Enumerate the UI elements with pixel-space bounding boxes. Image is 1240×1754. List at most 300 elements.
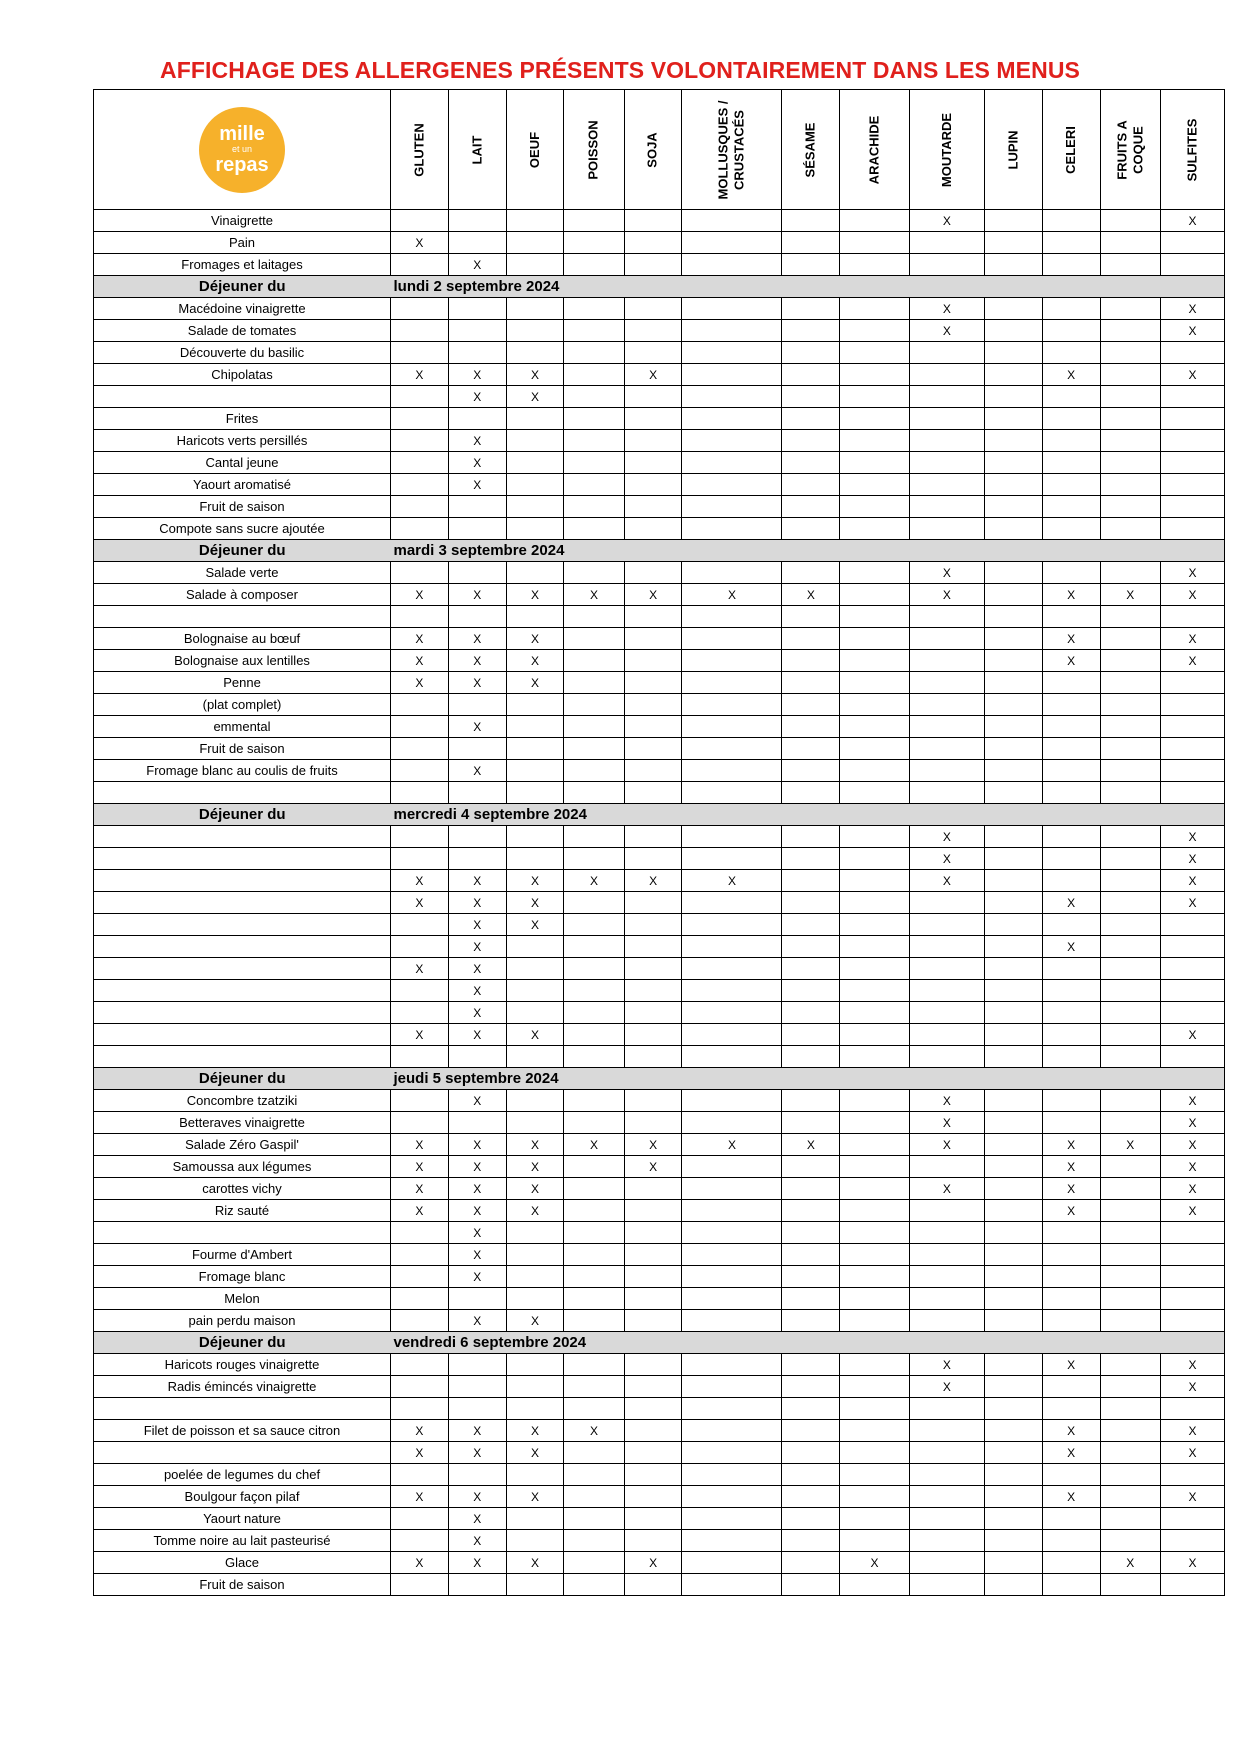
allergen-mark: X bbox=[448, 1266, 506, 1288]
allergen-mark bbox=[506, 606, 564, 628]
allergen-mark bbox=[782, 672, 840, 694]
allergen-mark: X bbox=[391, 1486, 449, 1508]
allergen-header-sésame bbox=[782, 90, 840, 210]
allergen-mark bbox=[782, 694, 840, 716]
allergen-mark bbox=[682, 606, 782, 628]
allergen-mark: X bbox=[506, 914, 564, 936]
allergen-mark bbox=[506, 848, 564, 870]
dish-name: Fruit de saison bbox=[94, 738, 391, 760]
allergen-mark bbox=[782, 1244, 840, 1266]
allergen-mark: X bbox=[1042, 1420, 1100, 1442]
allergen-mark bbox=[624, 1046, 682, 1068]
allergen-mark bbox=[448, 848, 506, 870]
dish-name: Bolognaise au bœuf bbox=[94, 628, 391, 650]
allergen-mark bbox=[984, 1156, 1042, 1178]
logo-text-3: repas bbox=[215, 154, 269, 176]
allergen-mark bbox=[506, 694, 564, 716]
allergen-mark bbox=[984, 1200, 1042, 1222]
allergen-mark bbox=[782, 474, 840, 496]
allergen-mark bbox=[624, 650, 682, 672]
allergen-mark bbox=[682, 364, 782, 386]
allergen-mark bbox=[682, 1200, 782, 1222]
allergen-mark: X bbox=[448, 650, 506, 672]
allergen-mark: X bbox=[448, 1552, 506, 1574]
allergen-mark bbox=[1161, 606, 1225, 628]
allergen-mark bbox=[782, 1002, 840, 1024]
allergen-mark: X bbox=[506, 650, 564, 672]
allergen-mark bbox=[448, 826, 506, 848]
allergen-mark: X bbox=[448, 364, 506, 386]
allergen-mark bbox=[1161, 694, 1225, 716]
allergen-mark bbox=[782, 1376, 840, 1398]
allergen-mark bbox=[1042, 1464, 1100, 1486]
allergen-mark: X bbox=[682, 584, 782, 606]
allergen-mark bbox=[1100, 386, 1160, 408]
dish-name bbox=[94, 1024, 391, 1046]
allergen-mark bbox=[564, 672, 624, 694]
allergen-mark bbox=[782, 386, 840, 408]
allergen-mark bbox=[782, 1178, 840, 1200]
dish-name: Fromages et laitages bbox=[94, 254, 391, 276]
allergen-mark bbox=[984, 760, 1042, 782]
allergen-mark bbox=[840, 320, 910, 342]
allergen-mark bbox=[1042, 738, 1100, 760]
allergen-mark bbox=[782, 1442, 840, 1464]
allergen-mark bbox=[984, 848, 1042, 870]
dish-row bbox=[94, 364, 1225, 386]
allergen-mark bbox=[682, 1266, 782, 1288]
dish-name: Penne bbox=[94, 672, 391, 694]
allergen-mark bbox=[391, 1310, 449, 1332]
allergen-mark bbox=[1042, 672, 1100, 694]
allergen-mark: X bbox=[391, 1442, 449, 1464]
dish-name bbox=[94, 1002, 391, 1024]
allergen-mark bbox=[782, 1464, 840, 1486]
allergen-mark bbox=[840, 1376, 910, 1398]
allergen-mark bbox=[984, 1530, 1042, 1552]
allergen-mark: X bbox=[1042, 650, 1100, 672]
allergen-mark bbox=[682, 782, 782, 804]
dish-row bbox=[94, 1310, 1225, 1332]
allergen-mark bbox=[984, 1244, 1042, 1266]
allergen-mark bbox=[624, 1002, 682, 1024]
allergen-mark bbox=[984, 1046, 1042, 1068]
allergen-mark bbox=[624, 562, 682, 584]
allergen-mark bbox=[1042, 1024, 1100, 1046]
allergen-mark bbox=[624, 914, 682, 936]
allergen-mark: X bbox=[448, 430, 506, 452]
allergen-mark bbox=[909, 1442, 984, 1464]
allergen-mark bbox=[840, 254, 910, 276]
allergen-mark bbox=[782, 518, 840, 540]
allergen-mark bbox=[1042, 1222, 1100, 1244]
allergen-mark bbox=[448, 562, 506, 584]
allergen-mark bbox=[1100, 1222, 1160, 1244]
allergen-mark bbox=[1042, 474, 1100, 496]
allergen-mark bbox=[1100, 496, 1160, 518]
allergen-mark bbox=[909, 1024, 984, 1046]
allergen-mark bbox=[1100, 650, 1160, 672]
allergen-mark bbox=[1100, 1486, 1160, 1508]
allergen-mark: X bbox=[564, 870, 624, 892]
allergen-mark bbox=[1161, 1310, 1225, 1332]
dish-row bbox=[94, 1090, 1225, 1112]
logo-text-2: et un bbox=[231, 144, 253, 154]
allergen-mark bbox=[682, 760, 782, 782]
allergen-mark: X bbox=[564, 1420, 624, 1442]
allergen-mark bbox=[624, 518, 682, 540]
allergen-mark: X bbox=[448, 716, 506, 738]
dish-row bbox=[94, 848, 1225, 870]
dish-row bbox=[94, 1398, 1225, 1420]
dish-row bbox=[94, 1442, 1225, 1464]
allergen-mark bbox=[782, 562, 840, 584]
allergen-mark bbox=[1042, 1090, 1100, 1112]
dish-name: Découverte du basilic bbox=[94, 342, 391, 364]
dish-row bbox=[94, 716, 1225, 738]
dish-row bbox=[94, 1178, 1225, 1200]
allergen-mark bbox=[909, 364, 984, 386]
allergen-mark: X bbox=[391, 892, 449, 914]
allergen-mark bbox=[782, 232, 840, 254]
allergen-mark bbox=[984, 936, 1042, 958]
dish-row bbox=[94, 782, 1225, 804]
allergen-mark: X bbox=[506, 584, 564, 606]
allergen-mark bbox=[840, 870, 910, 892]
dish-name: Salade à composer bbox=[94, 584, 391, 606]
dish-name: Yaourt aromatisé bbox=[94, 474, 391, 496]
allergen-mark bbox=[1042, 386, 1100, 408]
allergen-mark bbox=[506, 738, 564, 760]
allergen-mark: X bbox=[909, 562, 984, 584]
allergen-mark bbox=[1042, 716, 1100, 738]
allergen-mark bbox=[1100, 870, 1160, 892]
allergen-mark bbox=[391, 606, 449, 628]
allergen-mark bbox=[782, 342, 840, 364]
allergen-mark bbox=[391, 452, 449, 474]
allergen-mark: X bbox=[1042, 1486, 1100, 1508]
allergen-mark: X bbox=[909, 1376, 984, 1398]
allergen-mark bbox=[1042, 606, 1100, 628]
allergen-label: FRUITS A COQUE bbox=[1114, 119, 1146, 180]
allergen-mark bbox=[840, 1002, 910, 1024]
allergen-mark bbox=[1100, 1310, 1160, 1332]
allergen-mark bbox=[984, 1222, 1042, 1244]
allergen-mark bbox=[840, 782, 910, 804]
allergen-mark bbox=[682, 254, 782, 276]
day-band-fill bbox=[624, 1332, 1224, 1354]
allergen-mark bbox=[840, 1112, 910, 1134]
allergen-mark bbox=[1161, 1574, 1225, 1596]
allergen-mark: X bbox=[1161, 1112, 1225, 1134]
allergen-mark bbox=[391, 1354, 449, 1376]
allergen-mark bbox=[448, 1354, 506, 1376]
allergen-mark bbox=[1042, 562, 1100, 584]
allergen-mark bbox=[840, 1024, 910, 1046]
allergen-mark bbox=[984, 584, 1042, 606]
allergen-label: SULFITES bbox=[1184, 118, 1200, 181]
allergen-mark: X bbox=[448, 1244, 506, 1266]
allergen-mark bbox=[506, 1112, 564, 1134]
allergen-mark bbox=[840, 1222, 910, 1244]
allergen-mark bbox=[391, 782, 449, 804]
allergen-mark bbox=[506, 1464, 564, 1486]
allergen-mark bbox=[840, 1178, 910, 1200]
allergen-mark: X bbox=[448, 628, 506, 650]
allergen-header-mollusques bbox=[682, 90, 782, 210]
dish-name: poelée de legumes du chef bbox=[94, 1464, 391, 1486]
dish-row bbox=[94, 1574, 1225, 1596]
allergen-mark bbox=[391, 342, 449, 364]
allergen-mark bbox=[564, 364, 624, 386]
allergen-mark bbox=[391, 980, 449, 1002]
allergen-mark bbox=[782, 1310, 840, 1332]
allergen-mark: X bbox=[624, 1552, 682, 1574]
allergen-mark bbox=[506, 452, 564, 474]
allergen-mark bbox=[1100, 320, 1160, 342]
allergen-mark bbox=[840, 958, 910, 980]
allergen-mark bbox=[840, 584, 910, 606]
allergen-mark bbox=[682, 386, 782, 408]
allergen-mark: X bbox=[448, 672, 506, 694]
allergen-mark bbox=[840, 430, 910, 452]
day-date: mercredi 4 septembre 2024 bbox=[391, 804, 625, 826]
allergen-mark bbox=[624, 1200, 682, 1222]
allergen-mark bbox=[506, 958, 564, 980]
allergen-mark bbox=[984, 738, 1042, 760]
allergen-mark: X bbox=[1161, 210, 1225, 232]
day-header-row bbox=[94, 1068, 1225, 1090]
allergen-mark bbox=[782, 1530, 840, 1552]
allergen-mark bbox=[682, 738, 782, 760]
allergen-mark bbox=[624, 1112, 682, 1134]
allergen-mark bbox=[564, 650, 624, 672]
allergen-mark bbox=[1100, 1442, 1160, 1464]
allergen-mark bbox=[391, 760, 449, 782]
allergen-mark: X bbox=[448, 1530, 506, 1552]
allergen-mark bbox=[1100, 452, 1160, 474]
allergen-label: SOJA bbox=[645, 131, 661, 168]
dish-row bbox=[94, 606, 1225, 628]
allergen-mark bbox=[909, 892, 984, 914]
allergen-mark bbox=[564, 1200, 624, 1222]
allergen-mark bbox=[1161, 386, 1225, 408]
allergen-mark bbox=[506, 1266, 564, 1288]
day-band-fill bbox=[624, 1068, 1224, 1090]
allergen-mark bbox=[506, 342, 564, 364]
allergen-mark bbox=[448, 1464, 506, 1486]
dish-row bbox=[94, 628, 1225, 650]
allergen-mark bbox=[1161, 782, 1225, 804]
allergen-mark bbox=[984, 430, 1042, 452]
allergen-mark bbox=[909, 1310, 984, 1332]
allergen-mark bbox=[909, 408, 984, 430]
allergen-mark bbox=[448, 694, 506, 716]
day-header-row bbox=[94, 540, 1225, 562]
allergen-mark bbox=[1042, 1288, 1100, 1310]
dish-name bbox=[94, 606, 391, 628]
dish-name: Betteraves vinaigrette bbox=[94, 1112, 391, 1134]
allergen-mark: X bbox=[782, 1134, 840, 1156]
allergen-mark bbox=[1042, 870, 1100, 892]
allergen-mark bbox=[682, 1464, 782, 1486]
allergen-mark: X bbox=[506, 870, 564, 892]
allergen-mark bbox=[1100, 914, 1160, 936]
allergen-mark bbox=[391, 474, 449, 496]
allergen-mark: X bbox=[1161, 650, 1225, 672]
dish-row bbox=[94, 408, 1225, 430]
allergen-mark bbox=[1100, 1508, 1160, 1530]
allergen-mark bbox=[984, 1552, 1042, 1574]
allergen-mark: X bbox=[624, 584, 682, 606]
allergen-mark bbox=[682, 1376, 782, 1398]
day-header-row bbox=[94, 1332, 1225, 1354]
allergen-mark bbox=[391, 1288, 449, 1310]
allergen-mark: X bbox=[909, 584, 984, 606]
dish-name: carottes vichy bbox=[94, 1178, 391, 1200]
allergen-mark bbox=[840, 650, 910, 672]
allergen-mark: X bbox=[391, 1178, 449, 1200]
allergen-mark bbox=[682, 628, 782, 650]
allergen-mark bbox=[391, 1002, 449, 1024]
allergen-mark bbox=[1100, 826, 1160, 848]
allergen-mark: X bbox=[506, 1310, 564, 1332]
allergen-mark bbox=[1042, 1530, 1100, 1552]
allergen-mark bbox=[984, 716, 1042, 738]
allergen-mark bbox=[1161, 430, 1225, 452]
dish-row bbox=[94, 1222, 1225, 1244]
allergen-mark bbox=[1161, 1530, 1225, 1552]
dish-name bbox=[94, 782, 391, 804]
dish-name: Haricots rouges vinaigrette bbox=[94, 1354, 391, 1376]
day-label: Déjeuner du bbox=[94, 804, 391, 826]
allergen-mark bbox=[391, 1112, 449, 1134]
allergen-mark bbox=[1100, 562, 1160, 584]
allergen-mark bbox=[984, 1486, 1042, 1508]
dish-name: Yaourt nature bbox=[94, 1508, 391, 1530]
allergen-mark bbox=[1042, 914, 1100, 936]
allergen-mark bbox=[1042, 1112, 1100, 1134]
allergen-mark bbox=[840, 562, 910, 584]
allergen-mark: X bbox=[391, 1552, 449, 1574]
dish-row bbox=[94, 1046, 1225, 1068]
allergen-mark bbox=[1100, 980, 1160, 1002]
allergen-mark bbox=[1100, 254, 1160, 276]
allergen-mark: X bbox=[448, 1508, 506, 1530]
allergen-mark bbox=[682, 1508, 782, 1530]
allergen-mark bbox=[624, 1420, 682, 1442]
allergen-mark bbox=[1100, 364, 1160, 386]
allergen-mark bbox=[391, 1508, 449, 1530]
dish-name: pain perdu maison bbox=[94, 1310, 391, 1332]
allergen-label: SÉSAME bbox=[802, 122, 818, 177]
allergen-mark bbox=[840, 848, 910, 870]
allergen-mark: X bbox=[448, 958, 506, 980]
allergen-mark bbox=[682, 1552, 782, 1574]
allergen-mark bbox=[909, 1420, 984, 1442]
allergen-mark: X bbox=[506, 628, 564, 650]
allergen-mark bbox=[448, 738, 506, 760]
allergen-mark bbox=[782, 1200, 840, 1222]
dish-name: Haricots verts persillés bbox=[94, 430, 391, 452]
allergen-mark: X bbox=[391, 1134, 449, 1156]
allergen-mark bbox=[984, 1354, 1042, 1376]
allergen-label: CELERI bbox=[1063, 125, 1079, 174]
allergen-mark bbox=[682, 1222, 782, 1244]
allergen-mark bbox=[506, 1046, 564, 1068]
allergen-mark bbox=[564, 1112, 624, 1134]
allergen-mark bbox=[840, 474, 910, 496]
dish-name bbox=[94, 870, 391, 892]
allergen-mark bbox=[506, 760, 564, 782]
allergen-mark bbox=[564, 1090, 624, 1112]
allergen-mark bbox=[682, 980, 782, 1002]
allergen-mark: X bbox=[506, 364, 564, 386]
allergen-mark bbox=[391, 1046, 449, 1068]
allergen-mark bbox=[984, 298, 1042, 320]
allergen-mark bbox=[506, 1288, 564, 1310]
allergen-header-fruits bbox=[1100, 90, 1160, 210]
allergen-mark bbox=[782, 1046, 840, 1068]
allergen-mark bbox=[909, 1530, 984, 1552]
allergen-mark bbox=[682, 1244, 782, 1266]
allergen-mark bbox=[1161, 254, 1225, 276]
allergen-mark bbox=[564, 1156, 624, 1178]
allergen-mark bbox=[682, 518, 782, 540]
allergen-mark bbox=[391, 496, 449, 518]
allergen-label: GLUTEN bbox=[411, 122, 427, 177]
allergen-mark bbox=[391, 1090, 449, 1112]
allergen-mark bbox=[840, 738, 910, 760]
allergen-mark: X bbox=[448, 386, 506, 408]
dish-row bbox=[94, 386, 1225, 408]
allergen-mark bbox=[1100, 936, 1160, 958]
allergen-mark bbox=[984, 914, 1042, 936]
allergen-mark bbox=[564, 936, 624, 958]
allergen-mark bbox=[682, 892, 782, 914]
allergen-mark: X bbox=[564, 584, 624, 606]
allergen-mark bbox=[682, 1398, 782, 1420]
allergen-mark bbox=[909, 958, 984, 980]
allergen-mark bbox=[682, 958, 782, 980]
allergen-mark bbox=[909, 1200, 984, 1222]
allergen-mark: X bbox=[506, 1552, 564, 1574]
allergen-mark: X bbox=[909, 1090, 984, 1112]
allergen-mark bbox=[1042, 1376, 1100, 1398]
allergen-mark bbox=[1100, 628, 1160, 650]
dish-name: Boulgour façon pilaf bbox=[94, 1486, 391, 1508]
allergen-mark bbox=[782, 826, 840, 848]
allergen-mark bbox=[1042, 958, 1100, 980]
allergen-mark bbox=[624, 408, 682, 430]
allergen-mark bbox=[1042, 298, 1100, 320]
allergen-mark bbox=[682, 342, 782, 364]
allergen-mark bbox=[506, 1090, 564, 1112]
allergen-mark bbox=[624, 1574, 682, 1596]
allergen-mark: X bbox=[448, 1156, 506, 1178]
allergen-mark bbox=[448, 1112, 506, 1134]
allergen-mark bbox=[624, 980, 682, 1002]
allergen-mark bbox=[782, 1266, 840, 1288]
dish-row bbox=[94, 1288, 1225, 1310]
allergen-mark bbox=[624, 1288, 682, 1310]
allergen-mark: X bbox=[448, 1420, 506, 1442]
allergen-mark: X bbox=[909, 826, 984, 848]
allergen-mark bbox=[909, 386, 984, 408]
day-band-fill bbox=[624, 540, 1224, 562]
allergen-mark bbox=[624, 628, 682, 650]
allergen-mark bbox=[624, 958, 682, 980]
